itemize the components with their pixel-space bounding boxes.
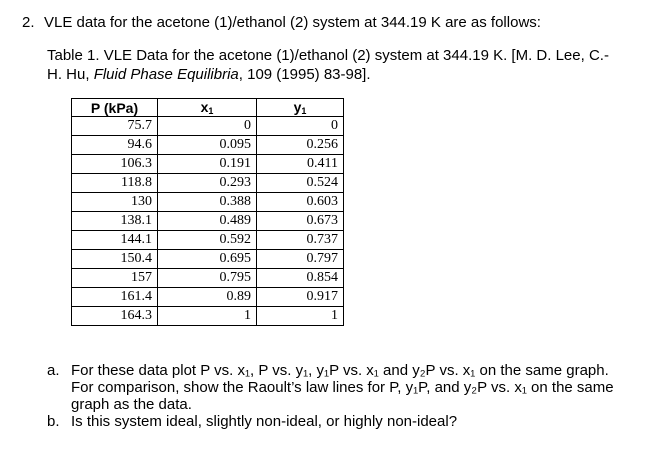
cell-pressure: 118.8 bbox=[72, 174, 158, 193]
table-row bbox=[72, 307, 344, 326]
cell-y1: 0.797 bbox=[257, 250, 344, 269]
table-row bbox=[72, 193, 344, 212]
header-y1-base: y bbox=[293, 99, 302, 115]
cell-x1: 0.095 bbox=[158, 136, 257, 155]
cell-pressure: 130 bbox=[72, 193, 158, 212]
cell-y1: 0.256 bbox=[257, 136, 344, 155]
table-row bbox=[72, 288, 344, 307]
cell-x1: 0 bbox=[158, 117, 257, 136]
cell-pressure: 164.3 bbox=[72, 307, 158, 326]
cell-pressure: 75.7 bbox=[72, 117, 158, 136]
cell-x1: 0.89 bbox=[158, 288, 257, 307]
caption-journal: Fluid Phase Equilibria bbox=[93, 66, 239, 83]
problem-statement bbox=[22, 14, 541, 31]
cell-x1: 0.388 bbox=[158, 193, 257, 212]
cell-x1: 0.795 bbox=[158, 269, 257, 288]
cell-y1: 0 bbox=[257, 117, 344, 136]
cell-x1: 0.695 bbox=[158, 250, 257, 269]
question-a-letter: a. bbox=[47, 362, 60, 379]
cell-pressure: 106.3 bbox=[72, 155, 158, 174]
problem-text: VLE data for the acetone (1)/ethanol (2) system at 344.19 K are as follows: bbox=[44, 14, 541, 31]
question-a bbox=[47, 362, 627, 413]
table-header-row bbox=[72, 99, 344, 117]
cell-y1: 0.737 bbox=[257, 231, 344, 250]
table-row bbox=[72, 250, 344, 269]
cell-pressure: 138.1 bbox=[72, 212, 158, 231]
cell-y1: 1 bbox=[257, 307, 344, 326]
header-pressure: P (kPa) bbox=[72, 99, 158, 117]
cell-x1: 0.592 bbox=[158, 231, 257, 250]
caption-suffix: , 109 (1995) 83-98]. bbox=[238, 66, 371, 83]
table-body bbox=[72, 117, 344, 326]
table-row bbox=[72, 155, 344, 174]
question-a-text: For these data plot P vs. x₁, P vs. y₁, y₁P vs. x₁ and y₂P vs. x₁ on the same graph. For comparison, show the Raoult’s law lines for P, y₁P, and y₂P vs. x₁ on the same graph as the data. bbox=[71, 362, 614, 413]
questions-list bbox=[47, 362, 627, 430]
cell-pressure: 94.6 bbox=[72, 136, 158, 155]
header-x1 bbox=[158, 99, 257, 117]
vle-data-table bbox=[71, 98, 344, 326]
table-row bbox=[72, 174, 344, 193]
table-row bbox=[72, 269, 344, 288]
table-row bbox=[72, 136, 344, 155]
cell-y1: 0.603 bbox=[257, 193, 344, 212]
cell-pressure: 144.1 bbox=[72, 231, 158, 250]
table-caption bbox=[47, 46, 617, 84]
header-y1 bbox=[257, 99, 344, 117]
cell-pressure: 157 bbox=[72, 269, 158, 288]
cell-y1: 0.411 bbox=[257, 155, 344, 174]
cell-y1: 0.524 bbox=[257, 174, 344, 193]
question-b bbox=[47, 413, 627, 430]
header-y1-sub: 1 bbox=[301, 106, 307, 116]
cell-pressure: 150.4 bbox=[72, 250, 158, 269]
cell-x1: 0.293 bbox=[158, 174, 257, 193]
cell-x1: 0.489 bbox=[158, 212, 257, 231]
cell-y1: 0.917 bbox=[257, 288, 344, 307]
caption-prefix: Table 1. VLE Data for the acetone (1)/ethanol (2) system at 344.19 K. [M. D. Lee, C.-H. Hu, bbox=[47, 47, 609, 83]
problem-number: 2. bbox=[22, 14, 35, 31]
table-row bbox=[72, 231, 344, 250]
cell-y1: 0.673 bbox=[257, 212, 344, 231]
cell-x1: 0.191 bbox=[158, 155, 257, 174]
header-x1-base: x bbox=[200, 99, 209, 115]
table-row bbox=[72, 212, 344, 231]
cell-y1: 0.854 bbox=[257, 269, 344, 288]
cell-pressure: 161.4 bbox=[72, 288, 158, 307]
header-x1-sub: 1 bbox=[208, 106, 214, 116]
cell-x1: 1 bbox=[158, 307, 257, 326]
table-row bbox=[72, 117, 344, 136]
question-b-letter: b. bbox=[47, 413, 60, 430]
question-b-text: Is this system ideal, slightly non-ideal, or highly non-ideal? bbox=[71, 413, 458, 430]
